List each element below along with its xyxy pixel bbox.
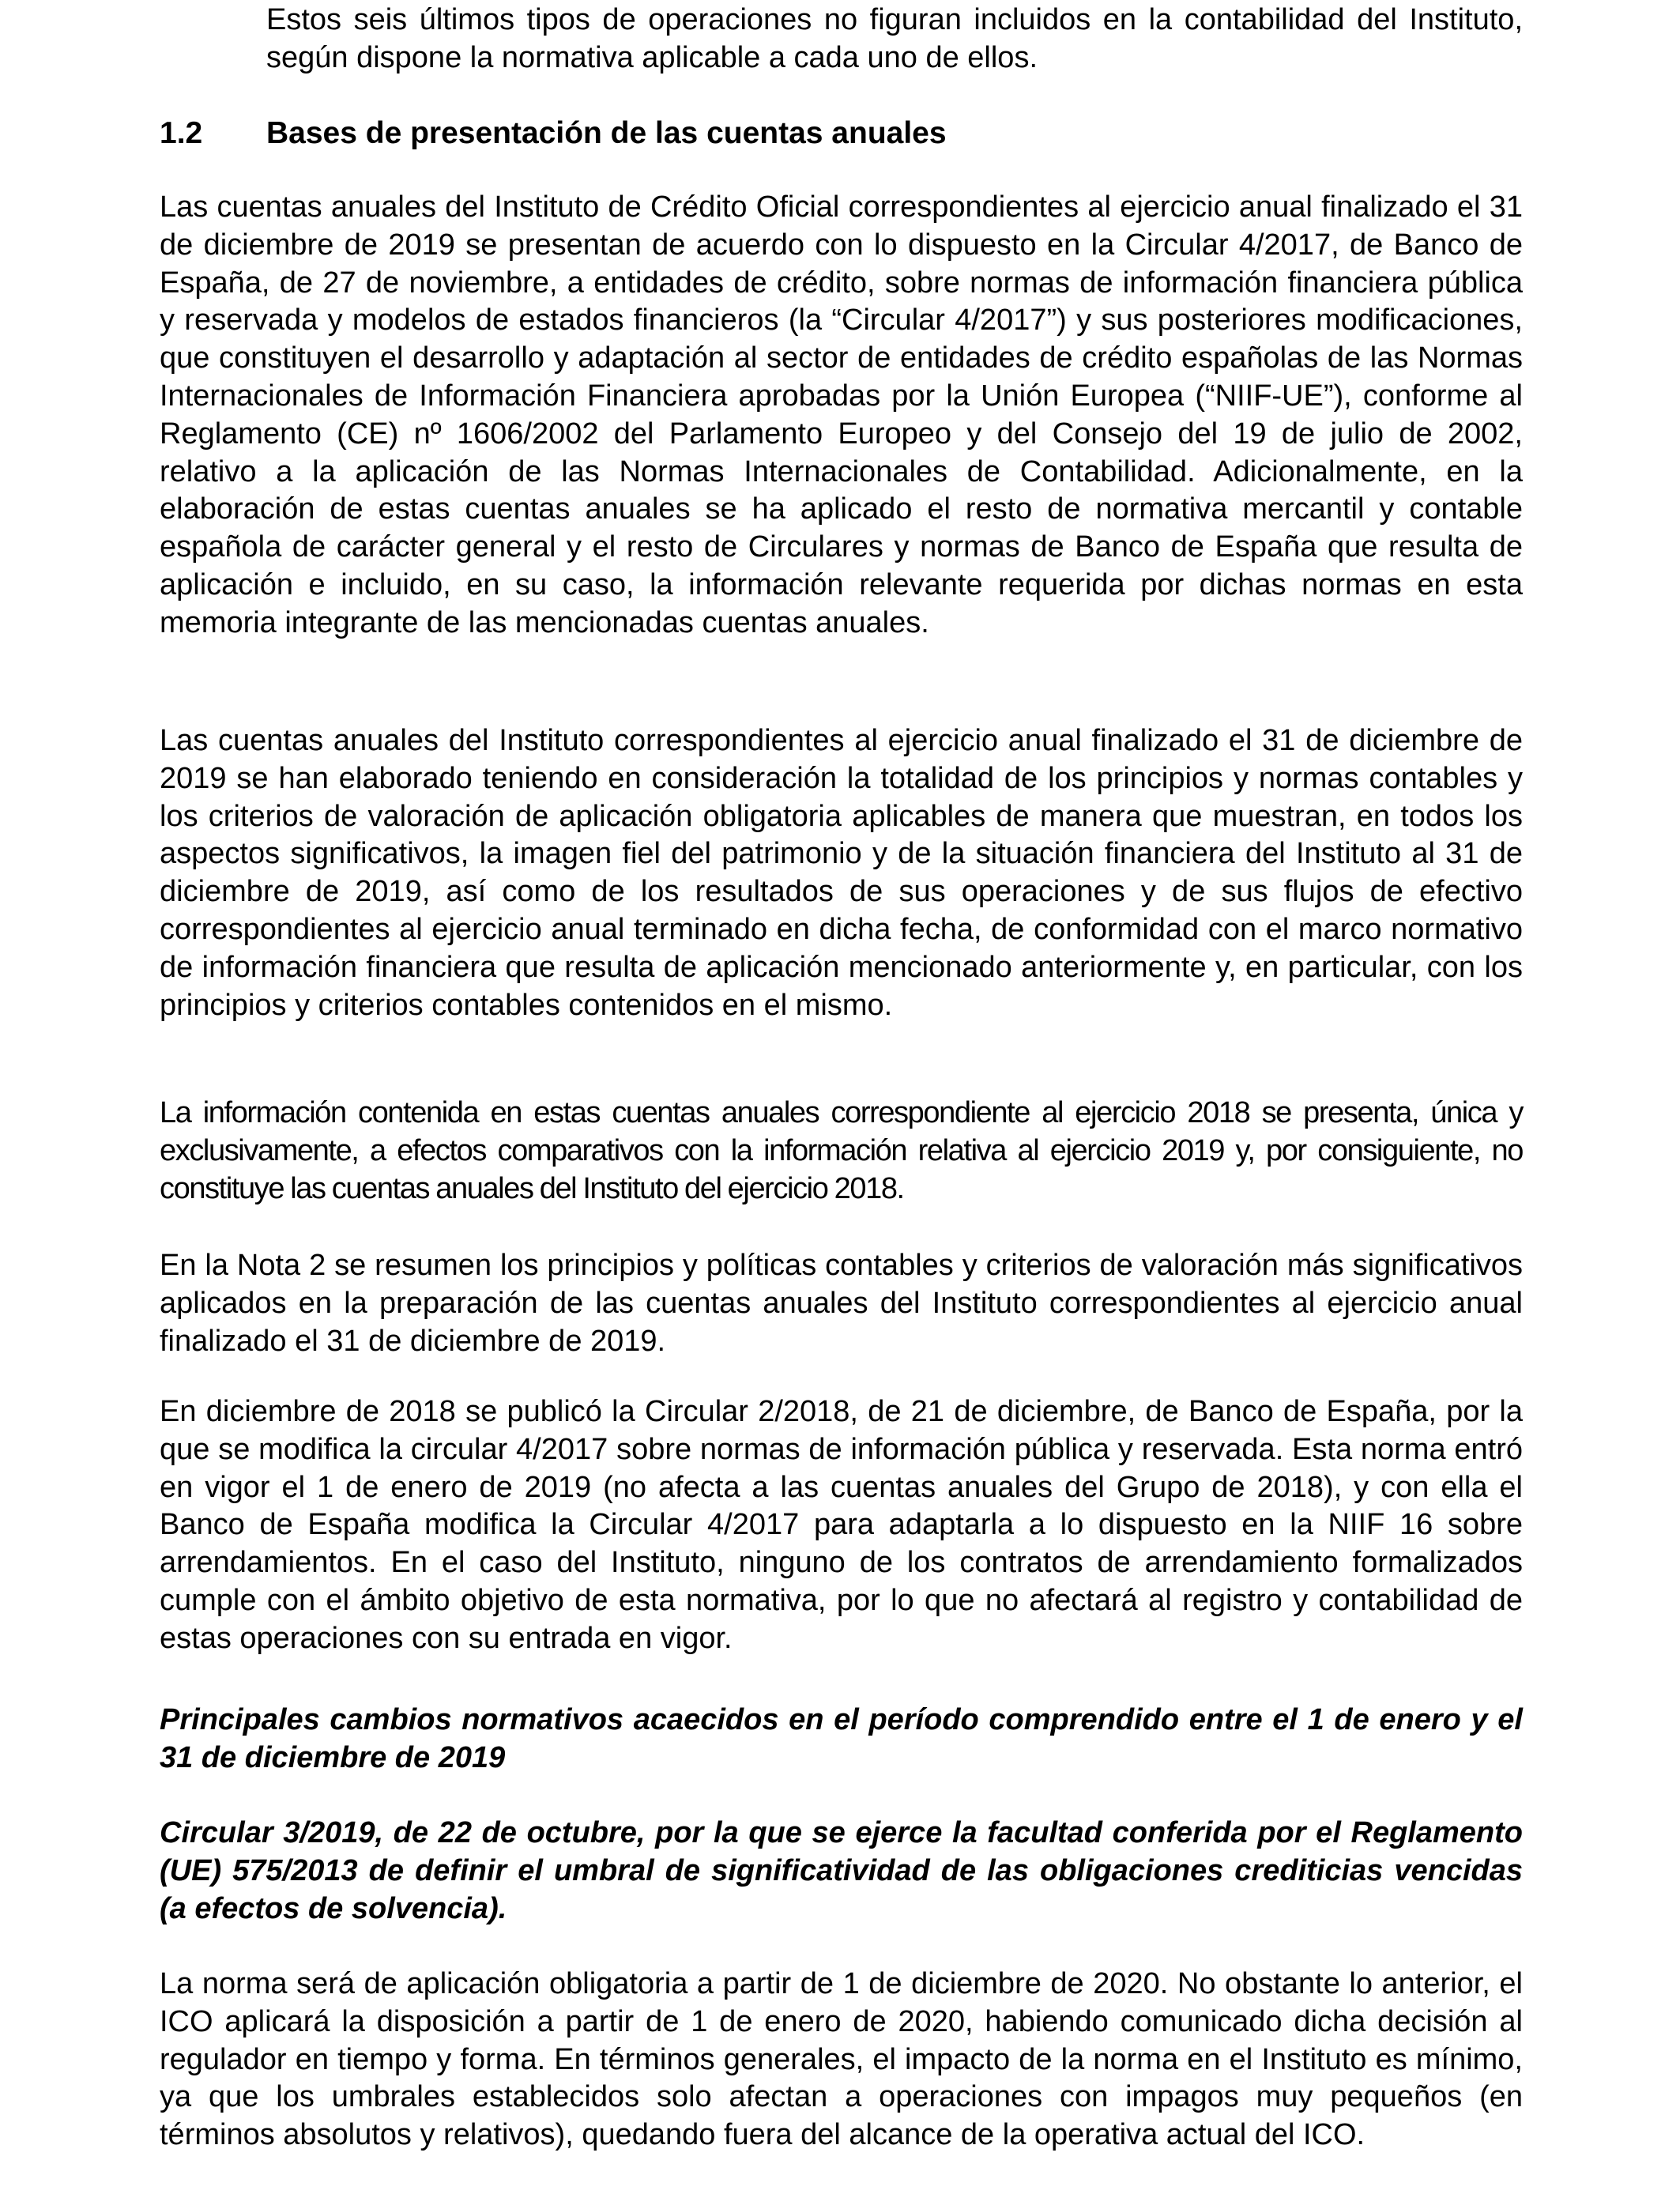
paragraph-note-2: En la Nota 2 se resumen los principios y políticas contables y criterios de valoración más significativos aplicados en la preparación de las cuentas anuales del Instituto correspondientes al ejercicio anual finalizado el 31 de diciembre de 2019. xyxy=(160,1249,1523,1358)
paragraph-comparative-info: La información contenida en estas cuentas anuales correspondiente al ejercicio 2018 se presenta, única y exclusivamente, a efectos comparativos con la información relativa al ejercicio 2019 y, por consiguiente, no constituye las cuentas anuales del Instituto del ejercicio 2018. xyxy=(160,1096,1523,1205)
paragraph-true-fair-view: Las cuentas anuales del Instituto correspondientes al ejercicio anual finalizado el 31 de diciembre de 2019 se han elaborado teniendo en consideración la totalidad de los principios y normas contables y los criterios de valoración de aplicación obligatoria aplicables de manera que muestran, en todos los aspectos significativos, la imagen fiel del patrimonio y de la situación financiera del Instituto al 31 de diciembre de 2019, así como de los resultados de sus operaciones y de sus flujos de efectivo correspondientes al ejercicio anual terminado en dicha fecha, de conformidad con el marco normativo de información financiera que resulta de aplicación mencionado anteriormente y, en particular, con los principios y criterios contables contenidos en el mismo. xyxy=(160,724,1523,1022)
section-number: 1.2 xyxy=(160,116,203,150)
section-title: Bases de presentación de las cuentas anuales xyxy=(266,116,947,150)
paragraph-circular-2-2018: En diciembre de 2018 se publicó la Circular 2/2018, de 21 de diciembre, de Banco de España, por la que se modifica la circular 4/2017 sobre normas de información pública y reservada. Esta norma entró en vigor el 1 de enero de 2019 (no afecta a las cuentas anuales del Grupo de 2018), y con ella el Banco de España modifica la Circular 4/2017 para adaptarla a lo dispuesto en la NIIF 16 sobre arrendamientos. En el caso del Instituto, ninguno de los contratos de arrendamiento formalizados cumple con el ámbito objetivo de esta normativa, por lo que no afectará al registro y contabilidad de estas operaciones con su entrada en vigor. xyxy=(160,1395,1523,1655)
intro-paragraph: Estos seis últimos tipos de operaciones no figuran incluidos en la contabilidad del Instituto, según dispone la normativa aplicable a cada uno de ellos. xyxy=(266,3,1523,74)
section-heading xyxy=(160,115,1523,153)
paragraph-presentation-basis: Las cuentas anuales del Instituto de Crédito Oficial correspondientes al ejercicio anual finalizado el 31 de diciembre de 2019 se presentan de acuerdo con lo dispuesto en la Circular 4/2017, de Banco de España, de 27 de noviembre, a entidades de crédito, sobre normas de información financiera pública y reservada y modelos de estados financieros (la “Circular 4/2017”) y sus posteriores modificaciones, que constituyen el desarrollo y adaptación al sector de entidades de crédito españolas de las Normas Internacionales de Información Financiera aprobadas por la Unión Europea (“NIIF-UE”), conforme al Reglamento (CE) nº 1606/2002 del Parlamento Europeo y del Consejo del 19 de julio de 2002, relativo a la aplicación de las Normas Internacionales de Contabilidad. Adicionalmente, en la elaboración de estas cuentas anuales se ha aplicado el resto de normativa mercantil y contable española de carácter general y el resto de Circulares y normas de Banco de España que resulta de aplicación e incluido, en su caso, la información relevante requerida por dichas normas en esta memoria integrante de las mencionadas cuentas anuales. xyxy=(160,190,1523,639)
subheading-circular-3-2019: Circular 3/2019, de 22 de octubre, por la que se ejerce la facultad conferida por el Reglamento (UE) 575/2013 de definir el umbral de significatividad de las obligaciones crediticias vencidas (a efectos de solvencia). xyxy=(160,1816,1523,1925)
paragraph-norm-application: La norma será de aplicación obligatoria a partir de 1 de diciembre de 2020. No obstante lo anterior, el ICO aplicará la disposición a partir de 1 de enero de 2020, habiendo comunicado dicha decisión al regulador en tiempo y forma. En términos generales, el impacto de la norma en el Instituto es mínimo, ya que los umbrales establecidos solo afectan a operaciones con impagos muy pequeños (en términos absolutos y relativos), quedando fuera del alcance de la operativa actual del ICO. xyxy=(160,1967,1523,2152)
subheading-regulatory-changes: Principales cambios normativos acaecidos en el período comprendido entre el 1 de enero y el 31 de diciembre de 2019 xyxy=(160,1703,1523,1774)
